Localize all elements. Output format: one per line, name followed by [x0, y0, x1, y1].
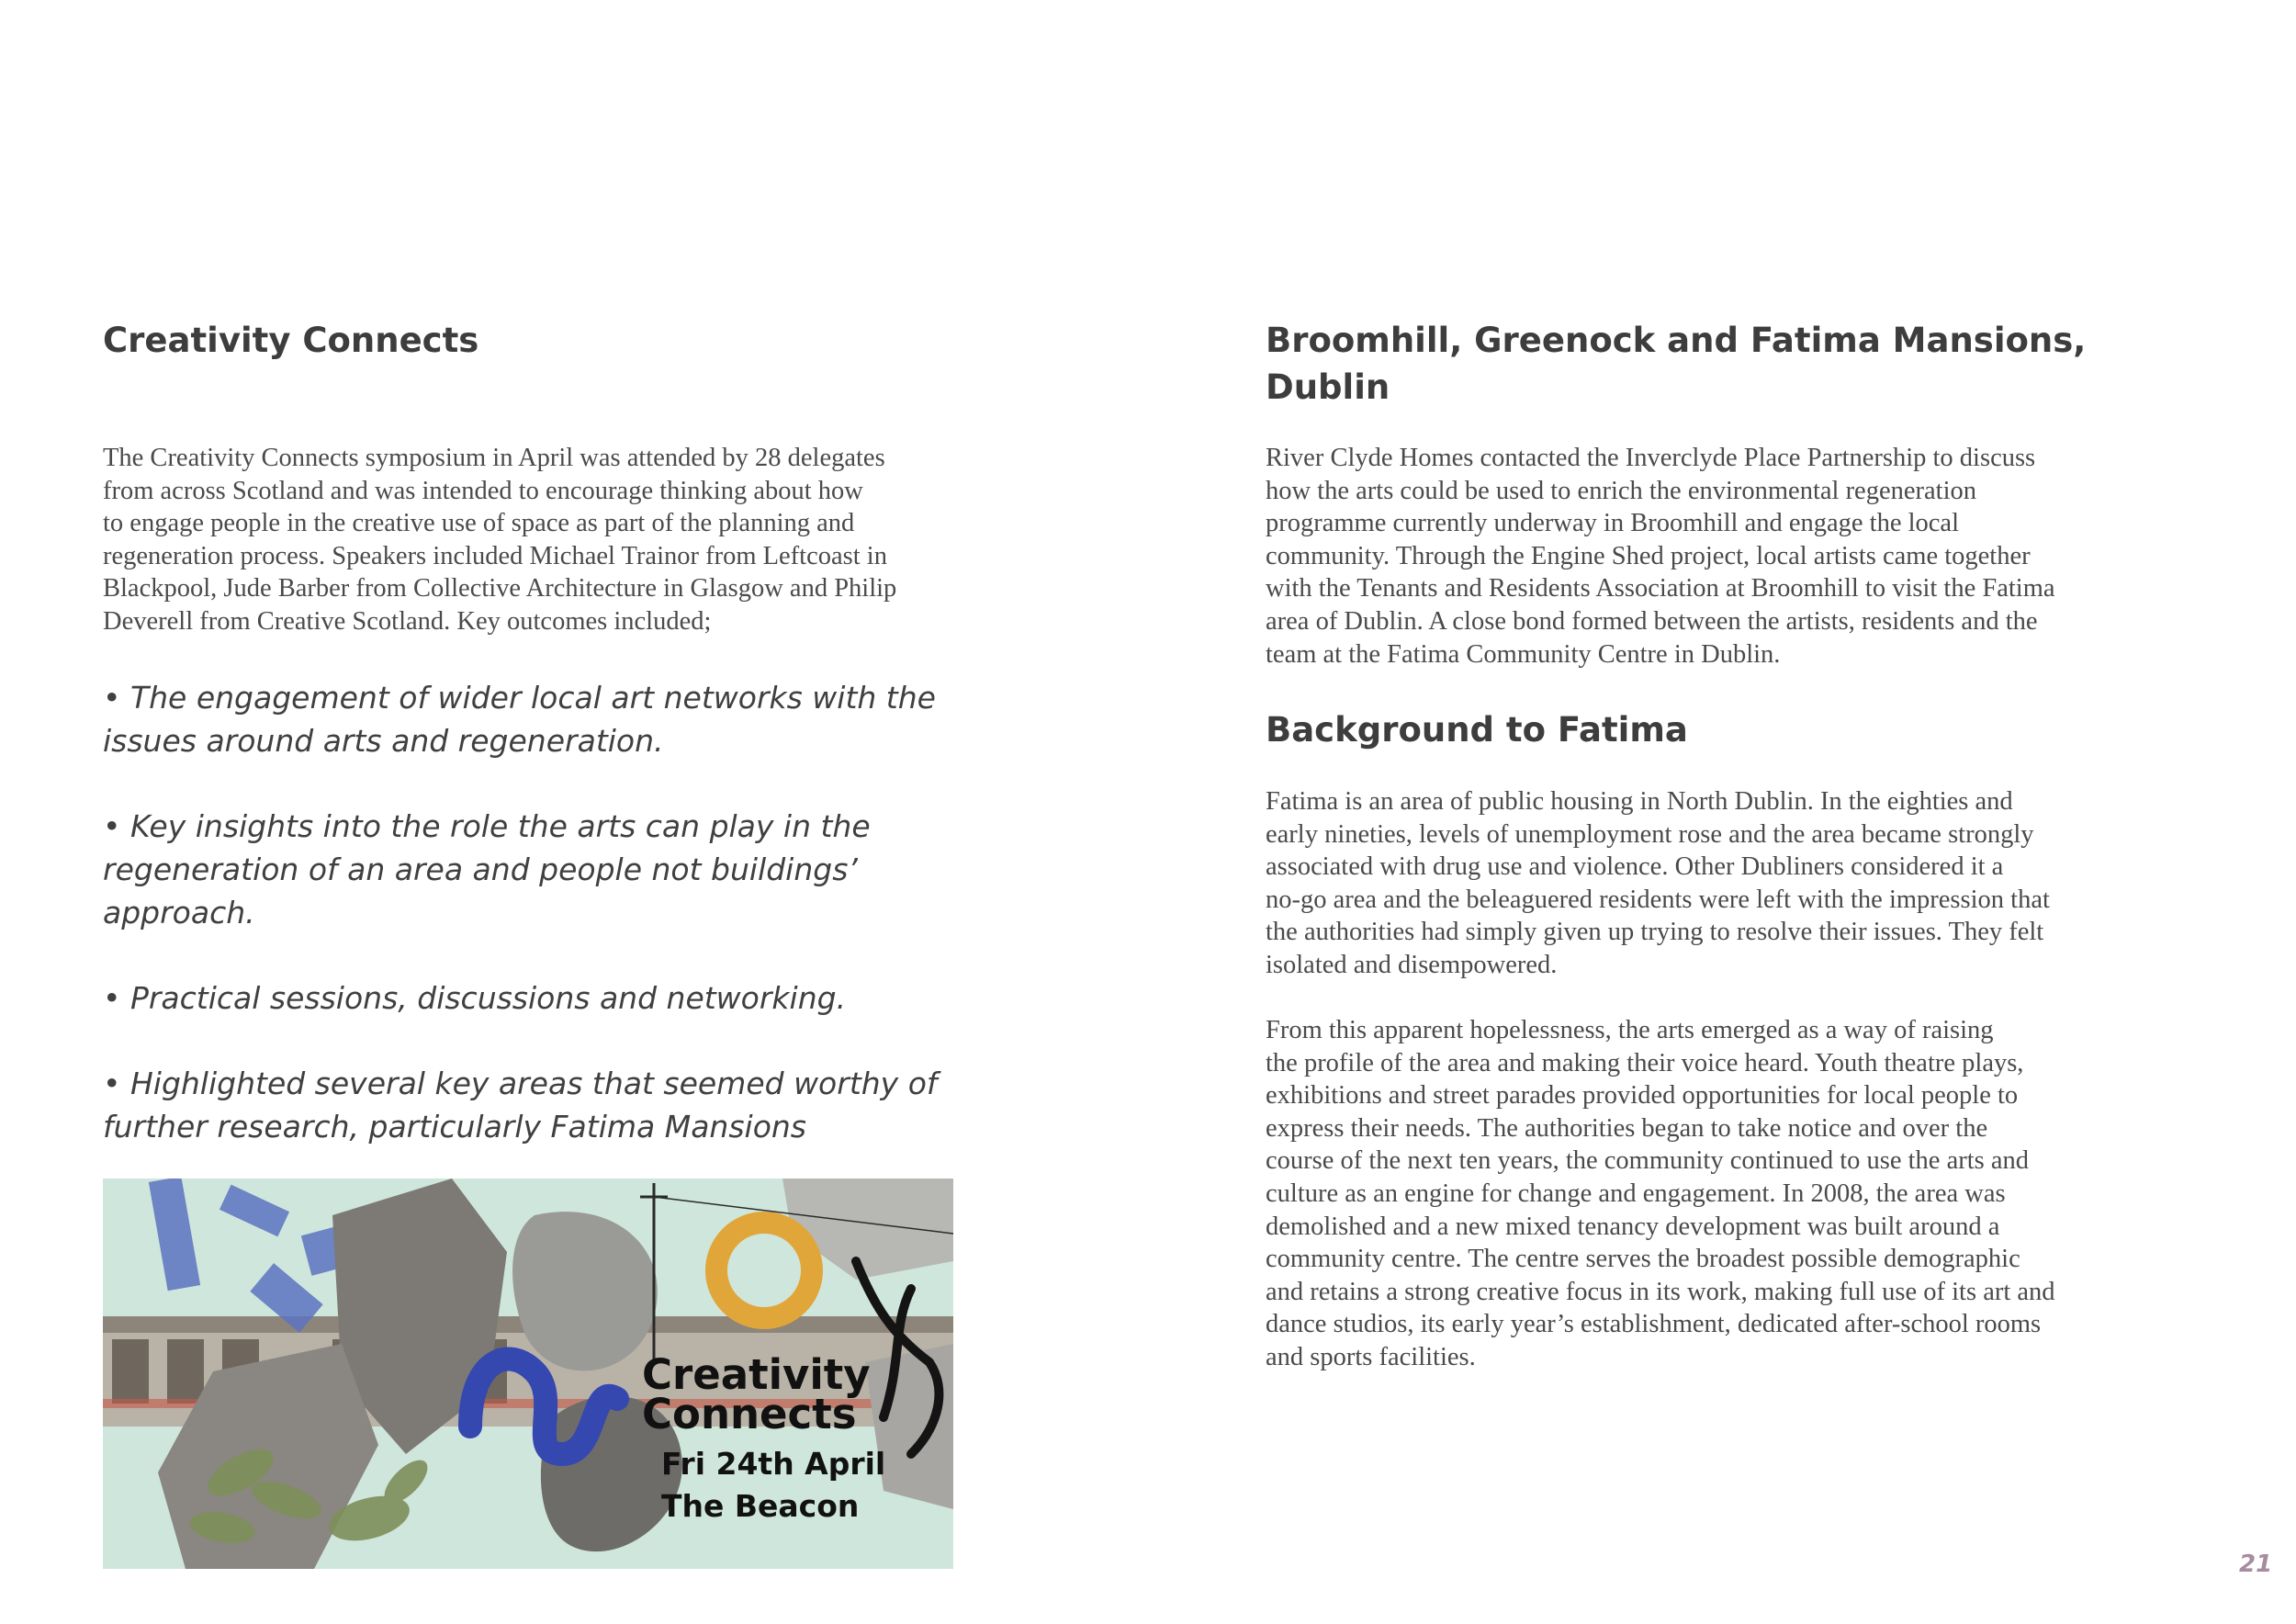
paragraph-line: and retains a strong creative focus in its work, making full use of its art and — [1266, 1277, 2055, 1306]
list-item: • Key insights into the role the arts can play in the regeneration of an area and people not buildings’ approach. — [103, 808, 871, 930]
paragraph-line: the profile of the area and making their voice heard. Youth theatre plays, — [1266, 1048, 2024, 1077]
section-heading-broomhill: Broomhill, Greenock and Fatima Mansions, Dublin — [1266, 321, 2087, 407]
paragraph-line: exhibitions and street parades provided opportunities for local people to — [1266, 1081, 2019, 1111]
paragraph-line: the authorities had simply given up trying to resolve their issues. They felt — [1266, 918, 2044, 947]
paragraph-line: associated with drug use and violence. Other Dubliners considered it a — [1266, 852, 2004, 882]
paragraph-line: early nineties, levels of unemployment rose and the area became strongly — [1266, 819, 2034, 849]
section-heading-background-to-fatima: Background to Fatima — [1266, 710, 1688, 750]
paragraph-line: Fatima is an area of public housing in North Dublin. In the eighties and — [1266, 787, 2013, 816]
paragraph-line: how the arts could be used to enrich the environmental regeneration — [1266, 476, 1976, 505]
paragraph-line: with the Tenants and Residents Association at Broomhill to visit the Fatima — [1266, 574, 2055, 603]
paragraph-line: From this apparent hopelessness, the arts emerged as a way of raising — [1266, 1016, 1994, 1044]
paragraph-line: area of Dublin. A close bond formed between the artists, residents and the — [1266, 606, 2038, 636]
paragraph-line: community centre. The centre serves the broadest possible demographic — [1266, 1245, 2020, 1274]
paragraph-line: isolated and disempowered. — [1266, 950, 1558, 979]
poster-venue: The Beacon — [661, 1488, 860, 1524]
intro-line: The Creativity Connects symposium in April was attended by 28 delegates — [103, 444, 885, 472]
key-outcomes-list — [103, 676, 985, 1190]
list-item: • The engagement of wider local art networks with the issues around arts and regeneration. — [103, 680, 936, 759]
fatima-paragraph-1 — [1266, 785, 2129, 982]
broomhill-paragraph — [1266, 442, 2129, 671]
paragraph-line: River Clyde Homes contacted the Inverclyde Place Partnership to discuss — [1266, 444, 2036, 472]
intro-line: to engage people in the creative use of space as part of the planning and — [103, 509, 855, 538]
paragraph-line: course of the next ten years, the community continued to use the arts and — [1266, 1146, 2030, 1176]
intro-paragraph — [103, 442, 966, 638]
paragraph-line: demolished and a new mixed tenancy development was built around a — [1266, 1212, 2000, 1241]
intro-line: Blackpool, Jude Barber from Collective Architecture in Glasgow and Philip — [103, 574, 897, 603]
paragraph-line: dance studios, its early year’s establishment, dedicated after-school rooms — [1266, 1310, 2042, 1339]
paragraph-line: team at the Fatima Community Centre in Dublin. — [1266, 639, 1781, 669]
paragraph-line: community. Through the Engine Shed project, local artists came together — [1266, 541, 2031, 570]
intro-line: from across Scotland and was intended to encourage thinking about how — [103, 476, 863, 505]
poster-title: Creativity Connects — [642, 1350, 871, 1438]
poster-date: Fri 24th April — [661, 1446, 886, 1482]
list-item: • Practical sessions, discussions and networking. — [103, 980, 847, 1016]
page-number: 21 — [2239, 1551, 2273, 1578]
intro-line: regeneration process. Speakers included Michael Trainor from Leftcoast in — [103, 541, 887, 570]
intro-line: Deverell from Creative Scotland. Key outcomes included; — [103, 606, 712, 636]
paragraph-line: express their needs. The authorities began to take notice and over the — [1266, 1113, 1988, 1143]
paragraph-line: no-go area and the beleaguered residents were left with the impression that — [1266, 885, 2050, 914]
paragraph-line: culture as an engine for change and engagement. In 2008, the area was — [1266, 1179, 2006, 1208]
fatima-paragraph-2 — [1266, 1014, 2129, 1374]
creativity-connects-poster — [103, 1179, 953, 1569]
list-item: • Highlighted several key areas that seemed worthy of further research, particularly Fatima Mansions — [103, 1066, 938, 1145]
section-heading-creativity-connects: Creativity Connects — [103, 321, 479, 360]
paragraph-line: programme currently underway in Broomhill and engage the local — [1266, 509, 1959, 538]
paragraph-line: and sports facilities. — [1266, 1342, 1476, 1371]
